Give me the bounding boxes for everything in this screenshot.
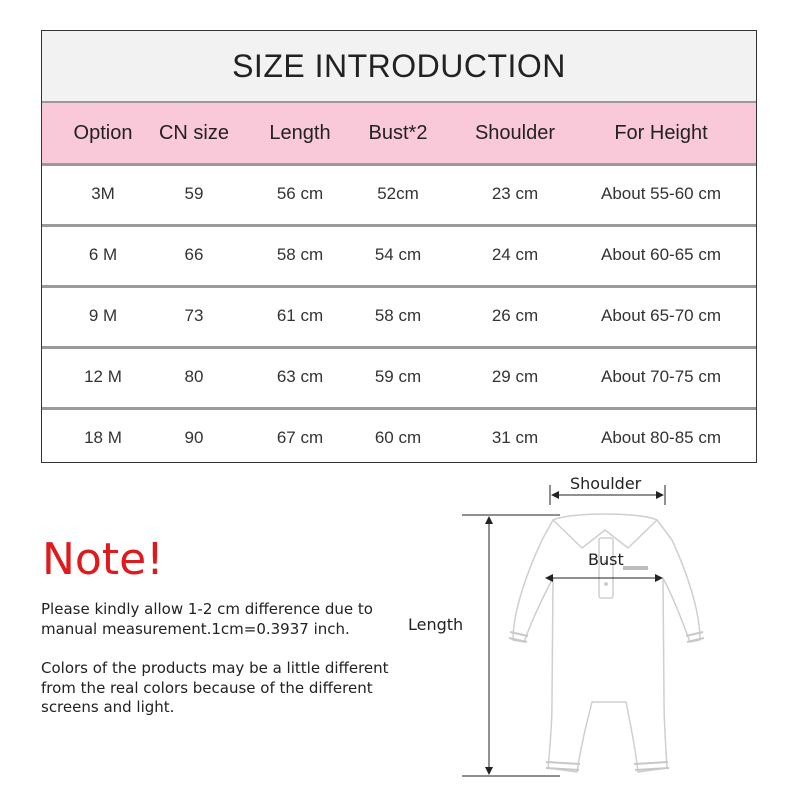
note-title: Note! — [42, 534, 164, 585]
table-row — [42, 409, 756, 467]
table-cell: 23 cm — [491, 184, 539, 203]
table-cell: 61 cm — [276, 306, 324, 325]
table-cell: 9 M — [88, 306, 118, 325]
header-cell: CN size — [158, 121, 230, 144]
table-cell: About 55-60 cm — [600, 184, 722, 203]
header-cell: Option — [73, 121, 133, 144]
table-cell: 26 cm — [491, 306, 539, 325]
note-paragraph-colors: Colors of the products may be a little different from the real colors because of the different screens and light. — [41, 659, 389, 716]
table-cell: 6 M — [88, 245, 118, 264]
table-cell: 18 M — [84, 428, 122, 447]
table-cell: 80 — [184, 367, 204, 386]
table-cell: 66 — [184, 245, 204, 264]
table-row — [42, 287, 756, 345]
header-cell: Bust*2 — [368, 121, 428, 144]
table-cell: 60 cm — [374, 428, 422, 447]
garment-diagram — [400, 470, 800, 800]
table-title: SIZE INTRODUCTION — [42, 31, 756, 103]
table-cell: About 80-85 cm — [600, 428, 722, 447]
table-cell: About 60-65 cm — [600, 245, 722, 264]
table-cell: 59 cm — [374, 367, 422, 386]
table-cell: 12 M — [84, 367, 122, 386]
table-row — [42, 348, 756, 406]
romper-illustration — [400, 470, 800, 800]
chest-pocket — [623, 566, 648, 570]
table-cell: 31 cm — [491, 428, 539, 447]
table-cell: 24 cm — [491, 245, 539, 264]
table-cell: About 70-75 cm — [600, 367, 722, 386]
table-cell: 52cm — [377, 184, 419, 203]
table-header-row — [42, 103, 756, 163]
table-cell: 29 cm — [491, 367, 539, 386]
table-cell: 90 — [184, 428, 204, 447]
length-label: Length — [408, 615, 464, 634]
table-cell: 56 cm — [276, 184, 324, 203]
table-cell: 73 — [184, 306, 204, 325]
note-paragraph-measurement: Please kindly allow 1-2 cm difference due to manual measurement.1cm=0.3937 inch. — [41, 600, 373, 638]
table-cell: About 65-70 cm — [600, 306, 722, 325]
table-cell: 58 cm — [276, 245, 324, 264]
bust-label: Bust — [588, 550, 624, 569]
header-cell: Shoulder — [474, 121, 556, 144]
shoulder-label: Shoulder — [570, 474, 642, 493]
table-cell: 63 cm — [276, 367, 324, 386]
header-cell: For Height — [614, 121, 708, 144]
table-row — [42, 165, 756, 223]
table-cell: 67 cm — [276, 428, 324, 447]
table-row — [42, 226, 756, 284]
table-cell: 59 — [184, 184, 204, 203]
size-table — [41, 30, 757, 463]
table-cell: 3M — [91, 184, 115, 203]
header-cell: Length — [269, 121, 331, 144]
table-cell: 58 cm — [374, 306, 422, 325]
table-cell: 54 cm — [374, 245, 422, 264]
